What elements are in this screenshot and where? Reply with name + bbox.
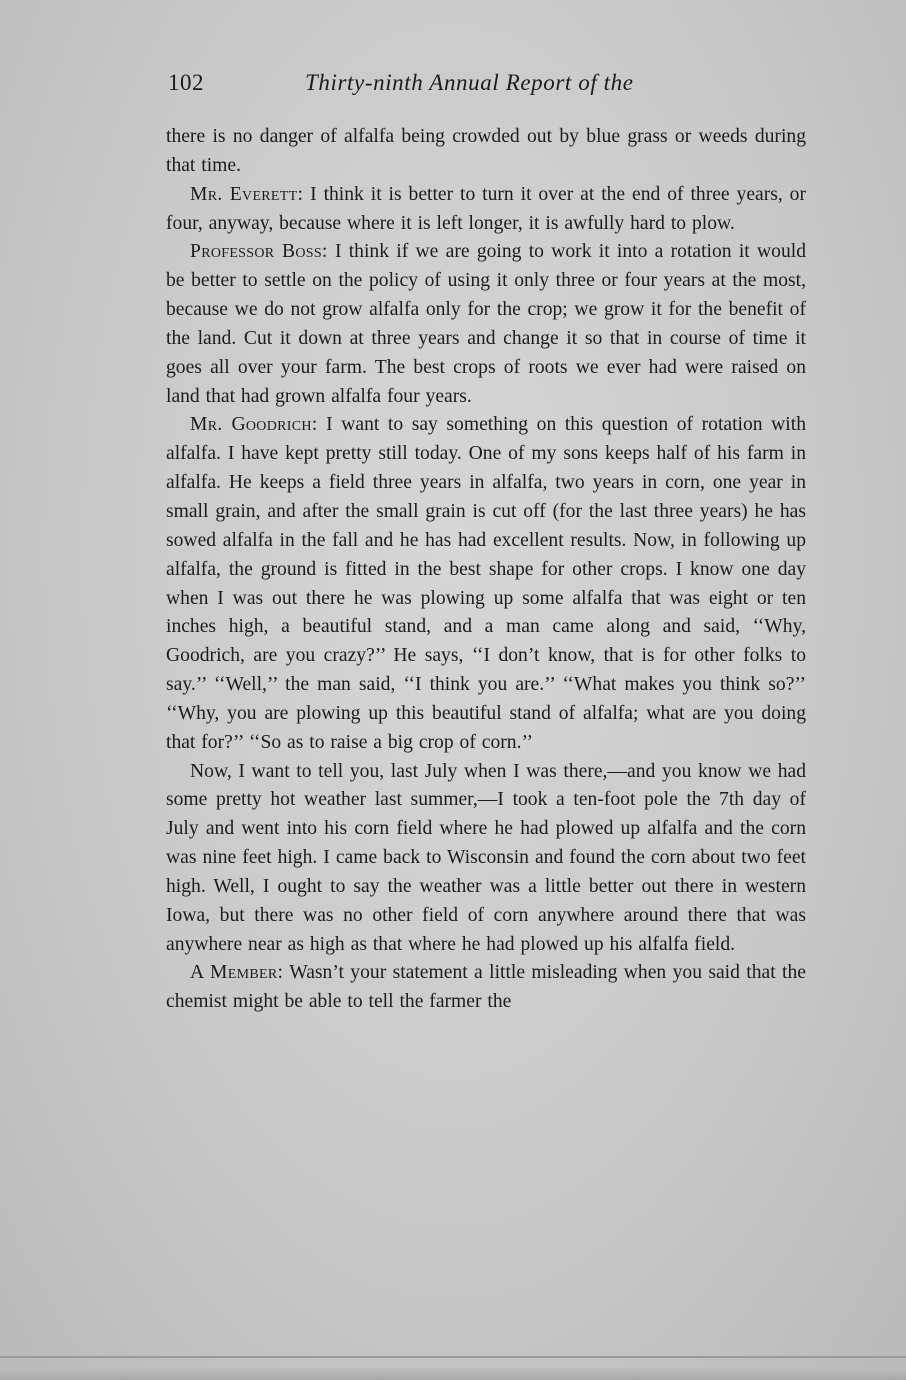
speaker-label: Professor Boss: (190, 241, 328, 263)
paragraph-text: I think if we are going to work it into a rotation it would be better to settle on the policy of using it only three or four years at the most, because we do not grow alfalfa only for the crop; we grow it for the benefit of the land. Cut it down at three years and change it so that in course of time it goes all over your farm. The best crops of roots we ever had were raised on land that had grown alfalfa four years. (166, 241, 806, 407)
running-head: Thirty-ninth Annual Report of the (305, 70, 634, 95)
body-text (166, 123, 806, 1017)
scan-bottom-edge (0, 1368, 906, 1380)
paragraph-boss (166, 238, 806, 411)
paragraph-text: Now, I want to tell you, last July when I was there,—and you know we had some pretty hot weather last summer,—I took a ten-foot pole the 7th day of July and went into his corn field where he had plowed up alfalfa and the corn was nine feet high. I came back to Wisconsin and found the corn about two feet high. Well, I ought to say the weather was a little better out there in western Iowa, but there was no other field of corn anywhere around there that was anywhere near as high as that where he had plowed up his alfalfa field. (166, 760, 806, 955)
paragraph-goodrich-continued (166, 758, 806, 960)
paragraph-text: there is no danger of alfalfa being crowded out by blue grass or weeds during that time. (166, 126, 806, 176)
paragraph-text: I want to say something on this question of rotation with alfalfa. I have kept pretty still today. One of my sons keeps half of his farm in alfalfa. He keeps a field three years in alfalfa, two years in corn, one year in small grain, and after the small grain is cut off (for the last three years) he has sowed alfalfa in the fall and he has had excellent results. Now, in following up alfalfa, the ground is fitted in the best shape for other crops. I know one day when I was out there he was plowing up some alfalfa that was eight or ten inches high, a beautiful stand, and a man came along and said, ‘‘Why, Goodrich, are you crazy?’’ He says, ‘‘I don’t know, that is for other folks to say.’’ ‘‘Well,’’ the man said, ‘‘I think you are.’’ ‘‘What makes you think so?’’ ‘‘Why, you are plowing up this beautiful stand of alfalfa; what are you doing that for?’’ ‘‘So as to raise a big crop of corn.’’ (166, 414, 806, 753)
page-header (168, 70, 808, 106)
paragraph-member (166, 959, 806, 1017)
paragraph-text: Wasn’t your statement a little misleading when you said that the chemist might be able to tell the farmer the (166, 962, 806, 1013)
page-number: 102 (168, 70, 204, 95)
scan-bottom-rule (0, 1356, 906, 1358)
paragraph-goodrich (166, 411, 806, 757)
speaker-label: A Member: (190, 962, 284, 984)
paragraph-continuation (166, 123, 806, 181)
speaker-label: Mr. Goodrich: (190, 414, 318, 436)
paragraph-everett (166, 181, 806, 239)
paragraph-text: I think it is better to turn it over at the end of three years, or four, anyway, because where it is left longer, it is awfully hard to plow. (166, 183, 806, 234)
speaker-label: Mr. Everett: (190, 183, 304, 205)
